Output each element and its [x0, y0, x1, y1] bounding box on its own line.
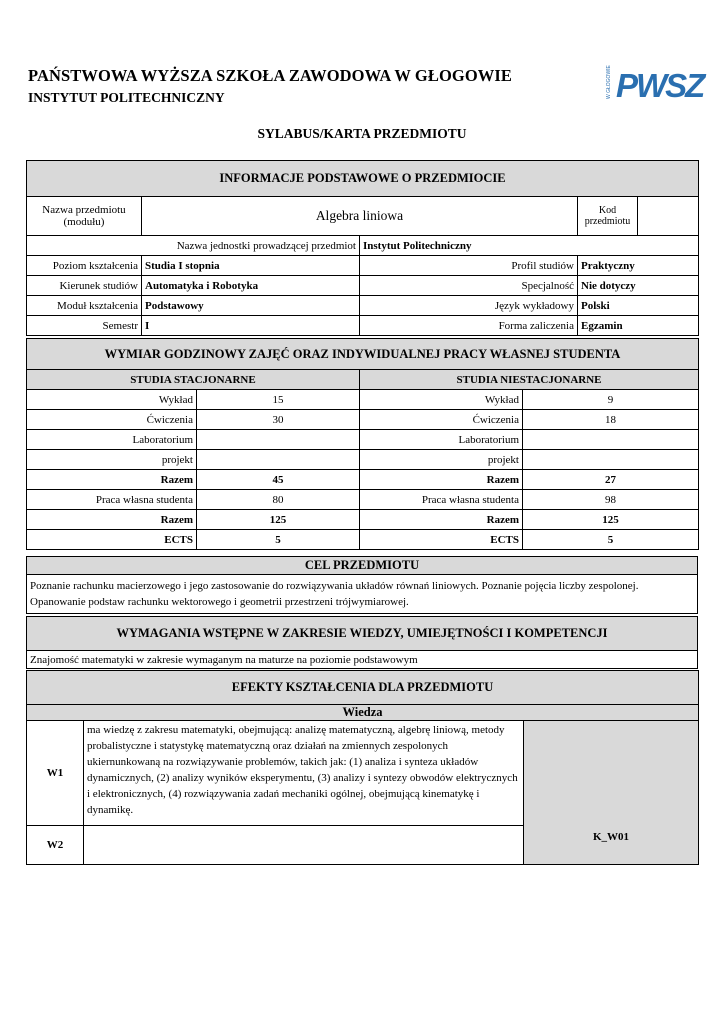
hours-niestat-value: 125 — [523, 510, 699, 530]
hours-row — [27, 510, 699, 530]
language-label: Język wykładowy — [360, 296, 578, 316]
basic-section-title: INFORMACJE PODSTAWOWE O PRZEDMIOCIE — [27, 161, 699, 197]
hours-table — [26, 338, 699, 550]
hours-niestat-label: Laboratorium — [360, 430, 523, 450]
unit-label: Nazwa jednostki prowadzącej przedmiot — [27, 236, 360, 256]
hours-niestat-label: Razem — [360, 470, 523, 490]
hours-niestat-label: Wykład — [360, 390, 523, 410]
hours-stat-label: Laboratorium — [27, 430, 197, 450]
hours-niestat-value — [523, 430, 699, 450]
hours-stat-value: 15 — [197, 390, 360, 410]
hours-stat-value: 80 — [197, 490, 360, 510]
hours-stat-value: 125 — [197, 510, 360, 530]
hours-stat-label: Razem — [27, 470, 197, 490]
hours-stat-value — [197, 450, 360, 470]
requirements-table — [26, 616, 698, 669]
subject-code-label: Kod przedmiotu — [578, 197, 638, 236]
specialty-label: Specjalność — [360, 276, 578, 296]
field-value: Automatyka i Robotyka — [142, 276, 360, 296]
hours-niestat-label: Praca własna studenta — [360, 490, 523, 510]
effect-ref: K_W01 — [524, 721, 699, 865]
hours-row — [27, 430, 699, 450]
exam-form-value: Egzamin — [578, 316, 699, 336]
effect-text-w1: ma wiedzę z zakresu matematyki, obejmującą: analizę matematyczną, algebrę liniową, metody probalistyczne i statystykę matematyczną oraz działań na zmiennych zespolonych ukiernunkowaną na rozwiązywanie problemów, takich jak: (1) analiza i synteza układów dynamicznych, (2) analizy wyników eksperymentu, (3) analizy i syntezy obwodów elektrycznych i elektronicznych, (4) rozwiązywania zadań mechaniki ogólnej, obejmującą kinematykę i dynamikę. — [84, 721, 524, 826]
hours-stat-label: Ćwiczenia — [27, 410, 197, 430]
institute-name: INSTYTUT POLITECHNICZNY — [28, 90, 225, 105]
institution-name: PAŃSTWOWA WYŻSZA SZKOŁA ZAWODOWA W GŁOGOWIE — [28, 66, 513, 85]
effects-section-title: EFEKTY KSZTAŁCENIA DLA PRZEDMIOTU — [27, 671, 699, 705]
hours-niestat-label: projekt — [360, 450, 523, 470]
hours-stat-label: Praca własna studenta — [27, 490, 197, 510]
hours-stat-value: 30 — [197, 410, 360, 430]
logo-text: PWSZ — [616, 67, 704, 104]
unit-value: Instytut Politechniczny — [360, 236, 699, 256]
goal-section-title: CEL PRZEDMIOTU — [27, 557, 698, 575]
exam-form-label: Forma zaliczenia — [360, 316, 578, 336]
nonstationary-header: STUDIA NIESTACJONARNE — [360, 370, 699, 390]
hours-stat-label: Razem — [27, 510, 197, 530]
hours-stat-value: 5 — [197, 530, 360, 550]
hours-stat-label: ECTS — [27, 530, 197, 550]
hours-row — [27, 450, 699, 470]
subject-name-value: Algebra liniowa — [142, 197, 578, 236]
effect-code-w2: W2 — [27, 826, 84, 865]
hours-stat-label: projekt — [27, 450, 197, 470]
hours-row — [27, 490, 699, 510]
hours-stat-value — [197, 430, 360, 450]
document-title: SYLABUS/KARTA PRZEDMIOTU — [257, 126, 467, 141]
goal-text: Poznanie rachunku macierzowego i jego zastosowanie do rozwiązywania układów równań liniowych. Poznanie pojęcia liczby zespolonej. Opanowanie podstaw rachunku wektorowego i geometrii przestrzeni trójwymiarowej. — [27, 575, 698, 614]
basic-info-table — [26, 160, 699, 336]
subject-code-value — [638, 197, 699, 236]
hours-niestat-value: 18 — [523, 410, 699, 430]
semester-value: I — [142, 316, 360, 336]
level-label: Poziom kształcenia — [27, 256, 142, 276]
requirements-text: Znajomość matematyki w zakresie wymaganym na maturze na poziomie podstawowym — [27, 651, 698, 669]
module-label: Moduł kształcenia — [27, 296, 142, 316]
hours-niestat-label: Razem — [360, 510, 523, 530]
profile-label: Profil studiów — [360, 256, 578, 276]
hours-niestat-value: 98 — [523, 490, 699, 510]
level-value: Studia I stopnia — [142, 256, 360, 276]
hours-stat-label: Wykład — [27, 390, 197, 410]
hours-niestat-label: ECTS — [360, 530, 523, 550]
logo-side-text: W GŁOGOWIE — [606, 65, 612, 99]
hours-row — [27, 390, 699, 410]
effects-table — [26, 670, 699, 865]
field-label: Kierunek studiów — [27, 276, 142, 296]
requirements-section-title: WYMAGANIA WSTĘPNE W ZAKRESIE WIEDZY, UMIEJĘTNOŚCI I KOMPETENCJI — [27, 617, 698, 651]
module-value: Podstawowy — [142, 296, 360, 316]
effect-text-w2 — [84, 826, 524, 865]
hours-niestat-value: 5 — [523, 530, 699, 550]
hours-section-title: WYMIAR GODZINOWY ZAJĘĆ ORAZ INDYWIDUALNEJ PRACY WŁASNEJ STUDENTA — [27, 339, 699, 370]
hours-stat-value: 45 — [197, 470, 360, 490]
specialty-value: Nie dotyczy — [578, 276, 699, 296]
subject-name-label: Nazwa przedmiotu (modułu) — [27, 197, 142, 236]
pwsz-logo — [604, 65, 704, 104]
effect-code-w1: W1 — [27, 721, 84, 826]
semester-label: Semestr — [27, 316, 142, 336]
hours-niestat-value: 9 — [523, 390, 699, 410]
stationary-header: STUDIA STACJONARNE — [27, 370, 360, 390]
effects-sub-title: Wiedza — [27, 705, 699, 721]
profile-value: Praktyczny — [578, 256, 699, 276]
hours-niestat-label: Ćwiczenia — [360, 410, 523, 430]
hours-row — [27, 470, 699, 490]
hours-row — [27, 410, 699, 430]
language-value: Polski — [578, 296, 699, 316]
goal-table — [26, 556, 698, 614]
hours-row — [27, 530, 699, 550]
hours-niestat-value: 27 — [523, 470, 699, 490]
hours-niestat-value — [523, 450, 699, 470]
